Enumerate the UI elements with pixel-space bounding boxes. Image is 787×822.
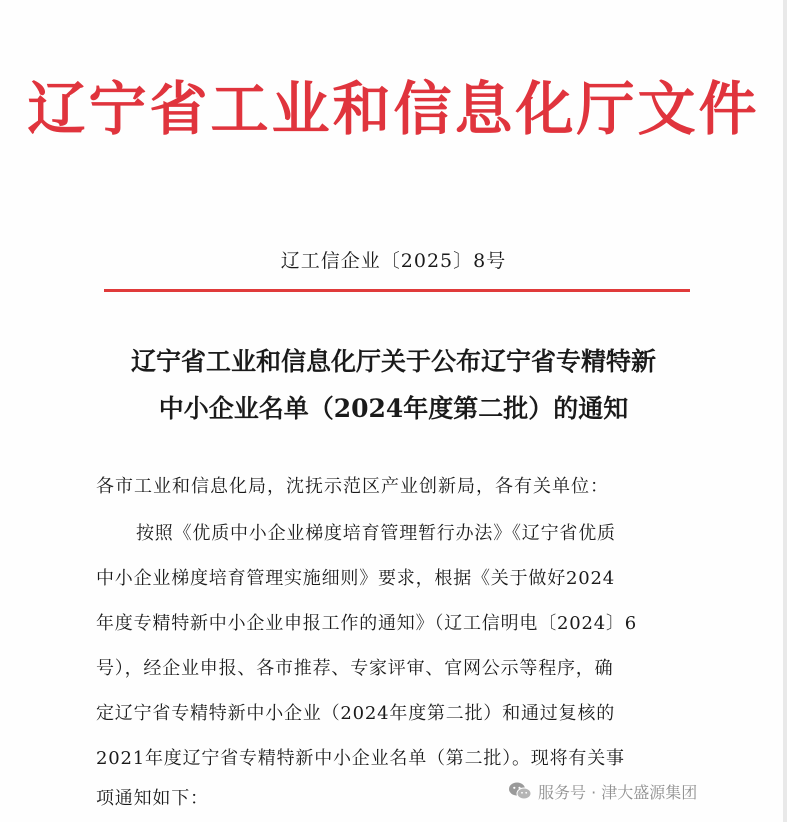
body-line-3: 年度专精特新中小企业申报工作的通知》（辽工信明电〔2024〕6 bbox=[96, 613, 638, 634]
watermark-text: 服务号 · 津大盛源集团 bbox=[538, 782, 698, 802]
notice-title-line-2: 中小企业名单（2024年度第二批）的通知 bbox=[158, 394, 629, 423]
body-line-7: 项通知如下： bbox=[96, 788, 209, 809]
body-line-4: 号），经企业申报、各市推荐、专家评审、官网公示等程序，确 bbox=[96, 658, 614, 679]
body-line-6: 2021年度辽宁省专精特新中小企业名单（第二批）。现将有关事 bbox=[96, 748, 625, 769]
body-line-2: 中小企业梯度培育管理实施细则》要求，根据《关于做好2024 bbox=[96, 568, 616, 589]
salutation: 各市工业和信息化局，沈抚示范区产业创新局，各有关单位： bbox=[96, 476, 609, 497]
red-divider-rule bbox=[104, 289, 690, 292]
body-line-5: 定辽宁省专精特新中小企业（2024年度第二批）和通过复核的 bbox=[96, 703, 616, 724]
wechat-icon bbox=[508, 781, 532, 801]
document-number: 辽工信企业〔2025〕8号 bbox=[280, 250, 507, 272]
notice-title-line-1: 辽宁省工业和信息化厅关于公布辽宁省专精特新 bbox=[130, 347, 656, 376]
source-watermark bbox=[508, 778, 697, 804]
body-line-1: 按照《优质中小企业梯度培育管理暂行办法》《辽宁省优质 bbox=[136, 523, 616, 544]
notice-title bbox=[60, 338, 727, 432]
document-header-title: 辽宁省工业和信息化厅文件 bbox=[27, 75, 760, 143]
